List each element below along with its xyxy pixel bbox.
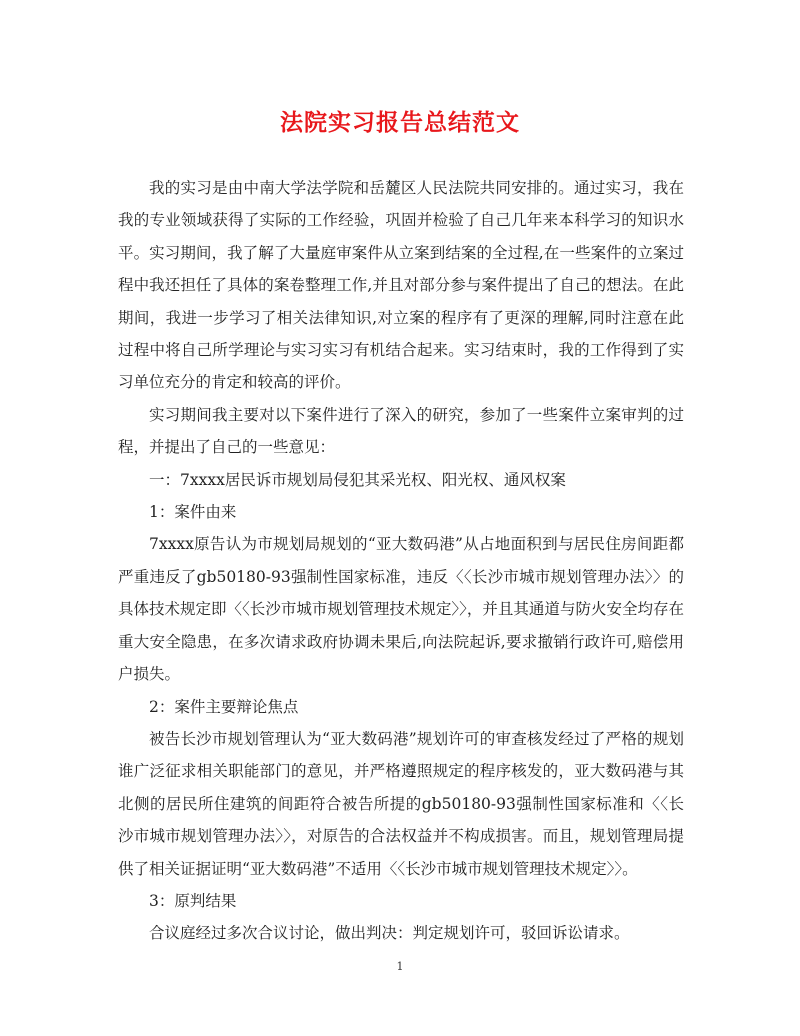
section-heading-debate-focus: 2：案件主要辩论焦点 — [149, 697, 299, 716]
paragraph-case-origin: 7xxxx原告认为市规划局规划的“亚大数码港”从占地面积到与居民住房间距都严重违反了gb50180-93强制性国家标准，违反〈〈长沙市城市规划管理办法〉〉的具体技术规定即〈〈长沙市城市规划管理技术规定〉〉，并且其通道与防火安全均存在重大安全隐患，在多次请求政府协调未果后,向法院起诉,要求撤销行政许可,赔偿用户损失。 — [118, 535, 684, 684]
section-heading-judgment: 3：原判结果 — [149, 891, 237, 910]
paragraph-debate-focus: 被告长沙市规划管理认为“亚大数码港”规划许可的审查核发经过了严格的规划谁广泛征求相关职能部门的意见，并严格遵照规定的程序核发的，亚大数码港与其北侧的居民所住建筑的间距符合被告所提的gb50180-93强制性国家标准和〈〈长沙市城市规划管理办法〉〉，对原告的合法权益并不构成损害。而且，规划管理局提供了相关证据证明“亚大数码港”不适用〈〈长沙市城市规划管理技术规定〉〉。 — [118, 729, 684, 878]
paragraph-intro: 我的实习是由中南大学法学院和岳麓区人民法院共同安排的。通过实习，我在我的专业领域获得了实际的工作经验，巩固并检验了自己几年来本科学习的知识水平。实习期间，我了解了大量庭审案件从立案到结案的全过程,在一些案件的立案过程中我还担任了具体的案卷整理工作,并且对部分参与案件提出了自己的想法。在此期间，我进一步学习了相关法律知识,对立案的程序有了更深的理解,同时注意在此过程中将自己所学理论与实习实习有机结合起来。实习结束时，我的工作得到了实习单位充分的肯定和较高的评价。 — [118, 179, 684, 392]
case-heading: 一：7xxxx居民诉市规划局侵犯其采光权、阳光权、通风权案 — [149, 470, 566, 489]
document-title: 法院实习报告总结范文 — [280, 109, 520, 136]
page-number: 1 — [396, 960, 404, 973]
paragraph-research-overview: 实习期间我主要对以下案件进行了深入的研究，参加了一些案件立案审判的过程，并提出了自己的一些意见： — [118, 405, 684, 457]
document-body — [118, 172, 684, 950]
paragraph-judgment: 合议庭经过多次合议讨论，做出判决：判定规划许可，驳回诉讼请求。 — [149, 924, 630, 943]
section-heading-case-origin: 1：案件由来 — [149, 503, 237, 522]
